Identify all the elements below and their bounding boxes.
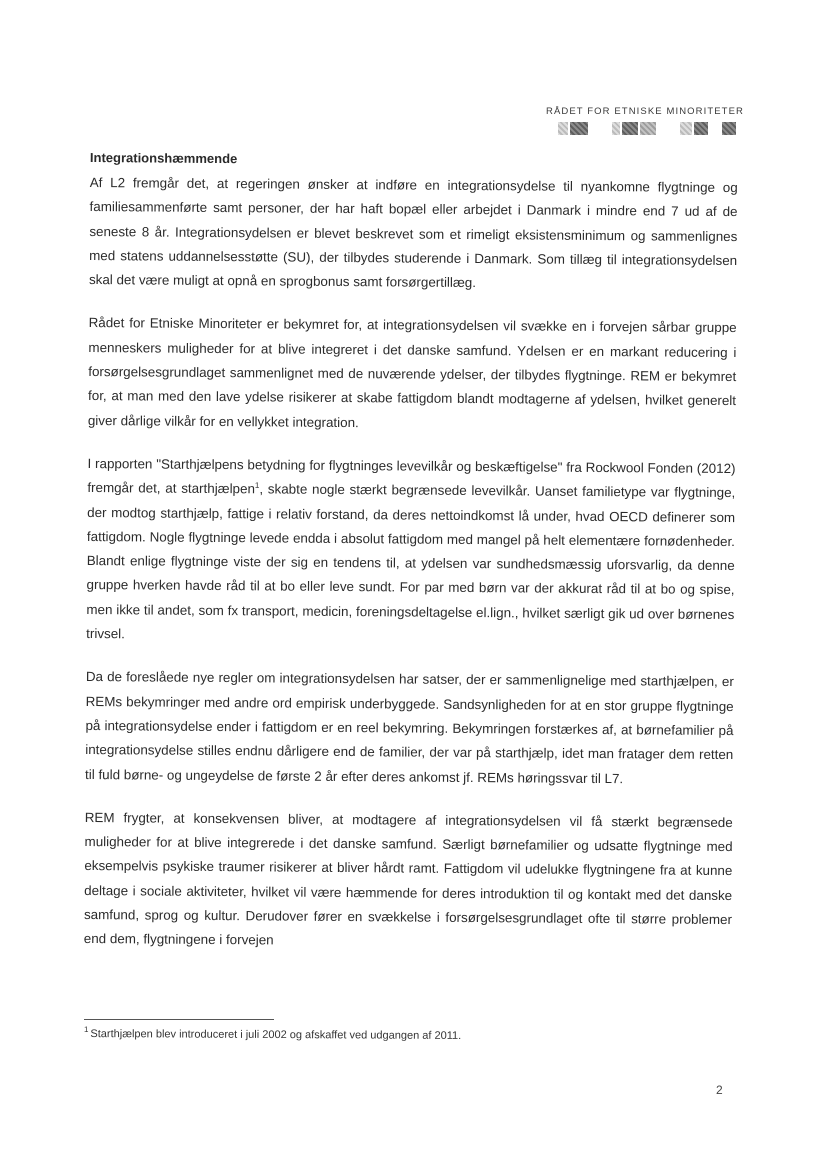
paragraph-text: , skabte nogle stærkt begrænsede levevilkår. Uanset familietype var flygtninge, der modtog starthjælp, fattige i relativ forstand, da deres nettoindkomst lå under, hvad OECD definerer som fattigdom. Nogle flygtninge levede endda i absolut fattigdom med mangel på helt elementære fornødenheder. Blandt enlige flygtninge viste der sig en tendens til, at ydelsen var sundhedsmæssig uforsvarlig, da denne gruppe hverken havde råd til at bo eller leve sundt. For par med børn var der akkurat råd til at bo og spise, men ikke til andet, som fx transport, medicin, foreningsdeltagelse el.lign., hvilket særligt gik ud over børnenes trivsel.	[86, 481, 736, 642]
org-name: RÅDET FOR ETNISKE MINORITETER	[546, 106, 744, 117]
section-heading: Integrationshæmmende	[89, 150, 238, 167]
org-logo	[546, 106, 742, 148]
paragraph	[86, 452, 736, 651]
paragraph: Af L2 fremgår det, at regeringen ønsker at indføre en integrationsydelse til nyankomne flygtninge og familiesammenførte samt personer, der har haft bopæl eller arbejdet i Danmark i mindre end 7 ud af de seneste 8 år. Integrationsydelsen er blevet beskrevet som et rimeligt eksistensminimum og sammenlignes med statens uddannelsesstøtte (SU), der tilbydes studerende i Danmark. Som tillæg til integrationsydelsen skal det være muligt at opnå en sprogbonus samt forsørgertillæg.	[88, 174, 738, 291]
logo-block	[570, 122, 588, 135]
logo-block	[640, 122, 656, 135]
document-body	[84, 150, 738, 976]
footnote-text: Starthjælpen blev introduceret i juli 2002 og afskaffet ved udgangen af 2011.	[90, 1028, 462, 1042]
paragraph: Rådet for Etniske Minoriteter er bekymret for, at integrationsydelsen vil svække en i forvejen sårbar gruppe menneskers muligheder for at blive integreret i det danske samfund. Ydelsen er en markant reducering i forsørgelsesgrundlaget sammenlignet med de nuværende ydelser, der tilbydes flygtninge. REM er bekymret for, at man med den lave ydelse risikerer at skabe fattigdom blandt modtagerne af ydelsen, hvilket generelt giver dårlige vilkår for en vellykket integration.	[87, 315, 737, 430]
logo-block	[694, 122, 708, 135]
footnote-divider	[84, 1019, 274, 1020]
logo-block	[558, 122, 568, 135]
footnote-number: 1	[83, 1025, 89, 1035]
logo-block	[680, 122, 692, 135]
footnote	[83, 1025, 462, 1042]
paragraph: Da de foreslåede nye regler om integrationsydelsen har satser, der er sammenlignelige med starthjælpen, er REMs bekymringer med andre ord empirisk underbyggede. Sandsynligheden for at en stor gruppe flygtninge på integrationsydelse ender i fattigdom er en reel bekymring. Bekymringen forstærkes af, at børnefamilier på integrationsydelse stilles endnu dårligere end de familier, der var på starthjælp, idet man fratager dem retten til fuld børne- og ungeydelse de første 2 år efter deres ankomst jf. REMs høringssvar til L7.	[85, 669, 734, 786]
logo-block	[612, 122, 620, 135]
paragraph-text: I rapporten "Starthjælpens betydning for flygtninges levevilkår og beskæftigelse" fra Rockwool Fonden (2012) fremgår det, at starthjælpen	[87, 455, 736, 497]
footnote-reference[interactable]: 1	[254, 481, 260, 491]
logo-block	[622, 122, 638, 135]
logo-blocks	[558, 122, 742, 136]
page-number: 2	[716, 1083, 723, 1097]
logo-block	[722, 122, 736, 135]
paragraph: REM frygter, at konsekvensen bliver, at modtagere af integrationsydelsen vil få stærkt begrænsede muligheder for at blive integrerede i det danske samfund. Særligt børnefamilier og udsatte flygtninge med eksempelvis psykiske traumer risikerer at bliver hårdt ramt. Fattigdom vil udelukke flygtningene fra at kunne deltage i sociale aktiviteter, hvilket vil være hæmmende for deres introduktion til og kontakt med det danske samfund, sprog og kultur. Derudover fører en svækkelse i forsørgelsesgrundlaget ofte til større problemer end dem, flygtningene i forvejen	[83, 809, 733, 948]
